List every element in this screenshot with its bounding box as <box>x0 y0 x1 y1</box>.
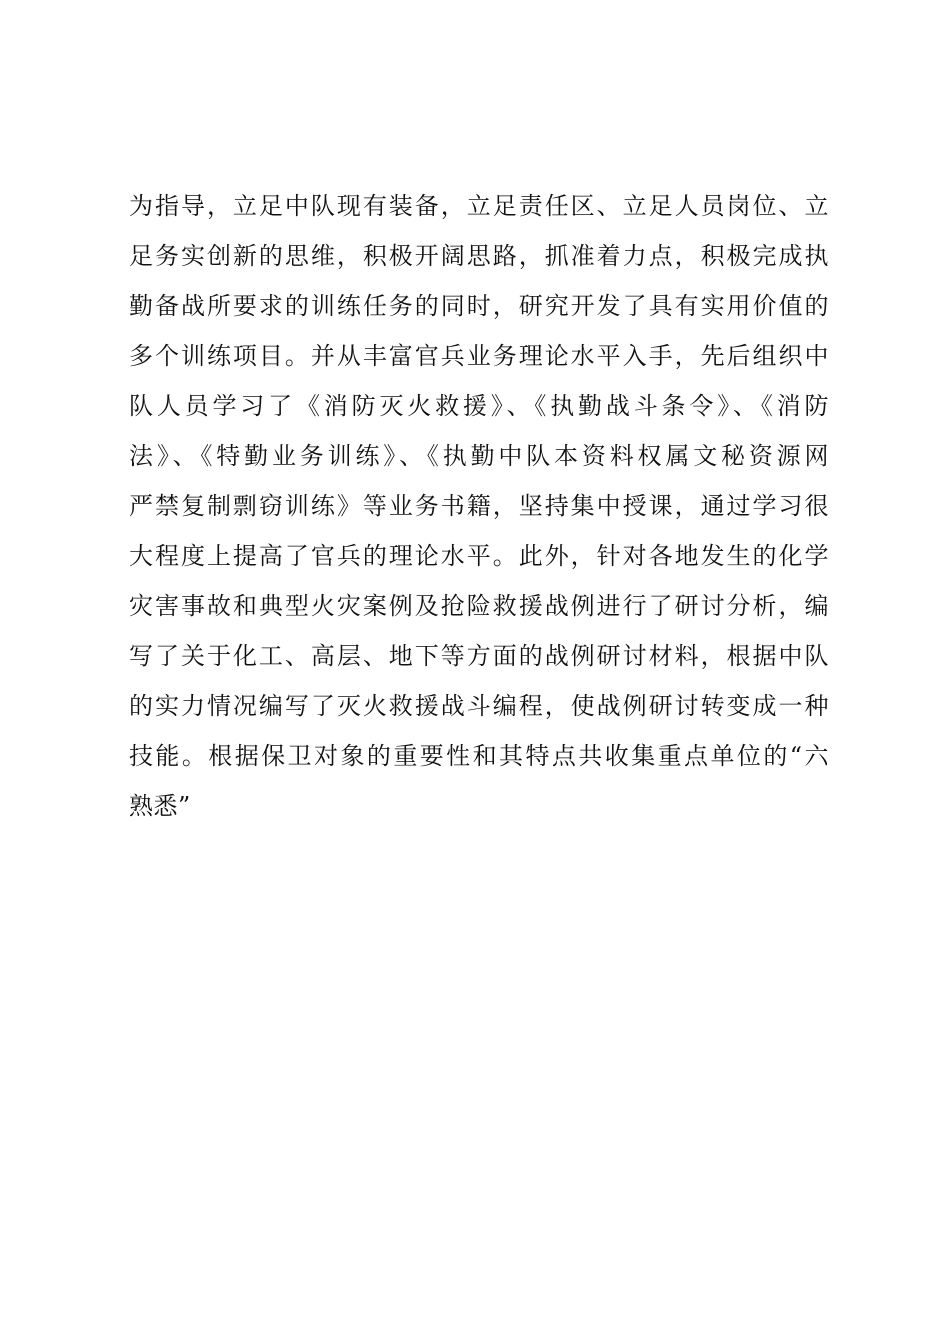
text-line-8: 大程度上提高了官兵的理论水平。此外，针对各地发生的化学 <box>129 542 829 570</box>
text-line-3: 勤备战所要求的训练任务的同时，研究开发了具有实用价值的 <box>129 292 829 320</box>
text-line-7: 严禁复制剽窃训练》等业务书籍，坚持集中授课，通过学习很 <box>129 492 829 520</box>
text-line-12: 技能。根据保卫对象的重要性和其特点共收集重点单位的“六 <box>129 742 829 770</box>
text-line-5: 队人员学习了《消防灭火救援》、《执勤战斗条令》、《消防 <box>129 392 829 420</box>
text-line-6: 法》、《特勤业务训练》、《执勤中队本资料权属文秘资源网 <box>129 442 829 470</box>
body-paragraph <box>129 181 829 831</box>
text-line-13: 熟悉” <box>129 792 191 820</box>
text-line-1: 为指导，立足中队现有装备，立足责任区、立足人员岗位、立 <box>129 192 829 220</box>
text-line-4: 多个训练项目。并从丰富官兵业务理论水平入手，先后组织中 <box>129 342 829 370</box>
text-line-11: 的实力情况编写了灭火救援战斗编程，使战例研讨转变成一种 <box>129 692 829 720</box>
text-line-9: 灾害事故和典型火灾案例及抢险救援战例进行了研讨分析，编 <box>129 592 829 620</box>
text-line-10: 写了关于化工、高层、地下等方面的战例研讨材料，根据中队 <box>129 642 829 670</box>
text-line-2: 足务实创新的思维，积极开阔思路，抓准着力点，积极完成执 <box>129 242 829 270</box>
